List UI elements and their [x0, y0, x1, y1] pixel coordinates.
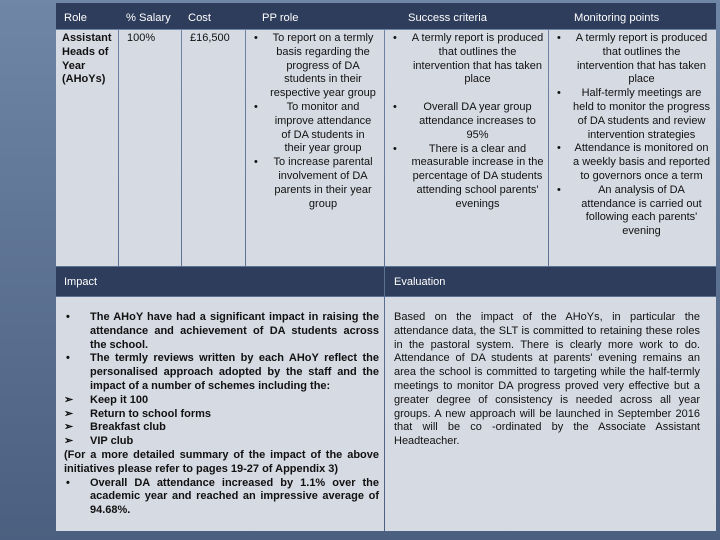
header-cost: Cost [188, 12, 212, 24]
cell-success [385, 30, 548, 266]
evaluation-text: Based on the impact of the AHoYs, in particular the attendance data, the SLT is committed to retaining these roles in the pastoral system. There is clearly more work to do. Attendance of DA students at parents' evening remains an area the school is committed to targeting while the half-termly meetings to monitor DA progress proved very effective but a greater degree of consistency is needed across all year groups. A new approach will be launched in September 2016 that will be co -ordinated by the Associate Assistant Headteacher. [394, 311, 700, 448]
impact-heading: Impact [64, 276, 98, 288]
cell-role [56, 30, 118, 266]
role-line: Year [62, 59, 86, 72]
header-success: Success criteria [408, 12, 487, 24]
header-role: Role [64, 12, 88, 24]
evaluation-heading-cell [385, 267, 716, 296]
cell-pp-role [246, 30, 384, 266]
impact-point: • The termly reviews written by each AHoY reflect the personalised approach adopted by the staff and the impact of a number of schemes including the: [64, 352, 379, 393]
header-pp-role: PP role [262, 12, 299, 24]
pp-role-item: • To report on a termly basis regarding the progress of DA students in their respective year group [254, 32, 376, 101]
monitoring-item: • An analysis of DA attendance is carried out following each parents' evening [557, 184, 710, 239]
impact-scheme: ➢ Return to school forms [64, 408, 379, 422]
monitoring-item: • Half-termly meetings are held to monitor the progress of DA students and review intervention strategies [557, 87, 710, 142]
evaluation-body [385, 297, 716, 531]
impact-scheme: ➢ VIP club [64, 435, 379, 449]
header-monitoring: Monitoring points [574, 12, 660, 24]
impact-point: • The AHoY have had a significant impact in raising the attendance and achievement of DA students across the school. [64, 311, 379, 352]
role-line: Heads of [62, 45, 109, 58]
impact-heading-cell [56, 267, 384, 296]
evaluation-heading: Evaluation [394, 276, 446, 288]
impact-body [56, 297, 384, 531]
success-item: • A termly report is produced that outlines the intervention that has taken place [393, 32, 546, 87]
success-item: • Overall DA year group attendance increases to 95% [393, 101, 546, 142]
cell-monitoring [549, 30, 716, 266]
impact-scheme: ➢ Keep it 100 [64, 394, 379, 408]
impact-scheme: ➢ Breakfast club [64, 421, 379, 435]
cell-cost [182, 30, 245, 266]
pp-role-item: • To monitor and improve attendance of DA students in their year group [254, 101, 376, 156]
impact-point: • Overall DA attendance increased by 1.1% over the academic year and reached an impressive average of 94.68%. [64, 477, 379, 518]
role-line: (AHoYs) [62, 73, 106, 86]
cost-value: £16,500 [190, 32, 230, 44]
monitoring-item: • A termly report is produced that outlines the intervention that has taken place [557, 32, 710, 87]
cell-salary [119, 30, 181, 266]
success-item: • There is a clear and measurable increase in the percentage of DA students attending school parents' evenings [393, 143, 546, 212]
monitoring-item: • Attendance is monitored on a weekly basis and reported to governors once a term [557, 142, 710, 183]
table-header-row [56, 3, 716, 29]
impact-note: (For a more detailed summary of the impact of the above initiatives please refer to pages 19-27 of Appendix 3) [64, 448, 379, 475]
salary-value: 100% [127, 32, 156, 44]
header-salary: % Salary [126, 12, 171, 24]
role-line: Assistant [62, 32, 112, 44]
pp-role-item: • To increase parental involvement of DA parents in their year group [254, 156, 376, 211]
